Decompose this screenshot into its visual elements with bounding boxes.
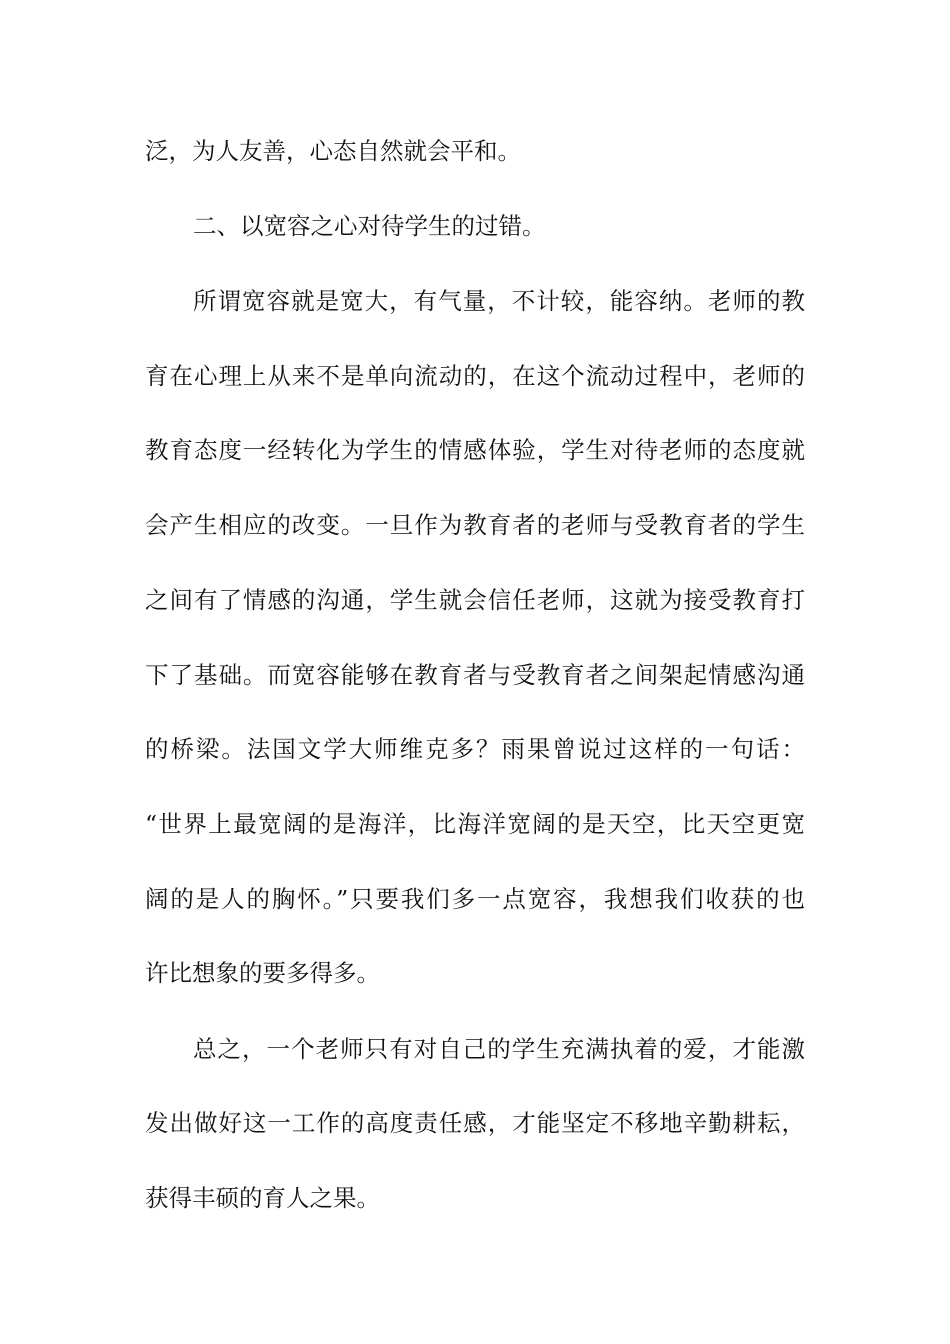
text-line: 会产生相应的改变。一旦作为教育者的老师与受教育者的学生 (145, 511, 805, 539)
text-line: “世界上最宽阔的是海洋，比海洋宽阔的是天空，比天空更宽 (145, 810, 805, 838)
text-line: 教育态度一经转化为学生的情感体验，学生对待老师的态度就 (145, 436, 805, 464)
text-line: 下了基础。而宽容能够在教育者与受教育者之间架起情感沟通 (145, 661, 805, 689)
text-line: 育在心理上从来不是单向流动的，在这个流动过程中，老师的 (145, 362, 805, 390)
text-line: 之间有了情感的沟通，学生就会信任老师，这就为接受教育打 (145, 586, 805, 614)
section-heading: 二、以宽容之心对待学生的过错。 (193, 212, 546, 240)
text-line: 总之，一个老师只有对自己的学生充满执着的爱，才能激 (193, 1035, 805, 1063)
text-line: 的桥梁。法国文学大师维克多？雨果曾说过这样的一句话： (145, 735, 805, 763)
text-line: 阔的是人的胸怀。”只要我们多一点宽容，我想我们收获的也 (145, 885, 805, 913)
text-line: 发出做好这一工作的高度责任感，才能坚定不移地辛勤耕耘， (145, 1109, 805, 1137)
text-line: 所谓宽容就是宽大，有气量，不计较，能容纳。老师的教 (193, 287, 805, 315)
text-line: 获得丰硕的育人之果。 (145, 1184, 380, 1212)
text-line: 许比想象的要多得多。 (145, 959, 380, 987)
text-line: 泛，为人友善，心态自然就会平和。 (145, 137, 521, 165)
